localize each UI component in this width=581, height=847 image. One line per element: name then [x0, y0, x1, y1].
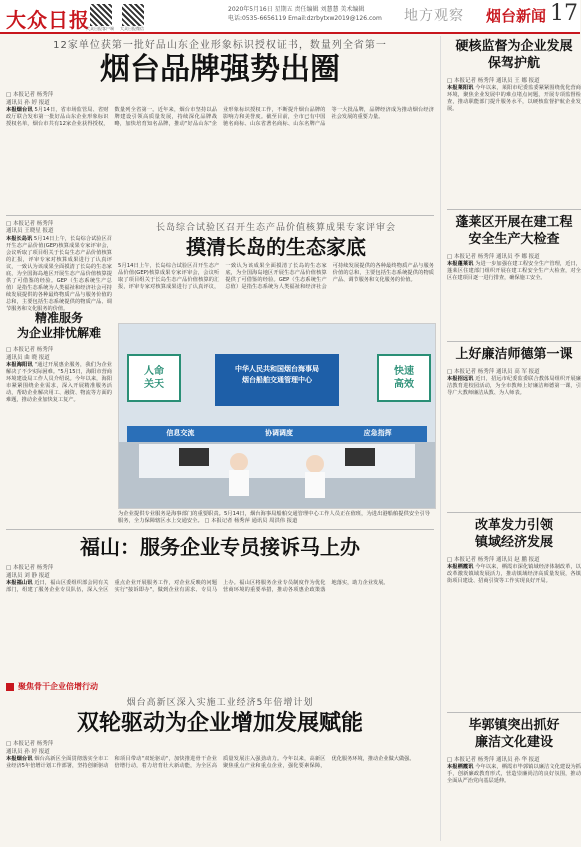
banner-strip: [131, 428, 427, 438]
sidebar-headline: 上好廉洁师德第一课: [455, 347, 573, 362]
main-column: [6, 36, 434, 828]
qr-code-icon: [122, 4, 144, 26]
wall-center-sign: 中华人民共和国烟台海事局 烟台船舶交通管理中心: [235, 365, 319, 384]
sidebar-one-headline: 精准服务 为企业排忧解难: [16, 311, 101, 340]
story-three-byline: □ 本报记者 杨秀萍 通讯员 刘 静 报道: [6, 565, 54, 579]
story-two-byline: □ 本报记者 杨秀萍 通讯员 王晓星 报道: [6, 221, 54, 234]
sidebar-story: [447, 717, 581, 844]
story-four-byline: □ 本报记者 杨秀萍 通讯员 孙 婷 报道: [6, 741, 54, 755]
lead-headline: 烟台品牌强势出圈: [100, 52, 340, 87]
story-two-body: [118, 263, 434, 319]
story-two-lead-col: [6, 221, 112, 312]
wall-slogan-left: 人命 关天: [127, 354, 181, 402]
lead-byline: □ 本报记者 杨秀萍 通讯员 孙 婷 报道: [6, 92, 54, 106]
sidebar-story-one: [6, 220, 112, 525]
banner-label: 信息交流: [166, 429, 195, 437]
sidebar-headline: 硬核监督为企业发展 保驾护航: [455, 39, 573, 71]
sidebar-body: [447, 261, 581, 337]
lead-kicker: 12家单位获第一批好品山东企业形象标识授权证书，数量列全省第一: [53, 40, 387, 51]
sidebar-text: 今年以来，莱阳市纪委监委紧紧围绕优化营商环境，聚焦企业发展中的难点堵点问题，开展专项监督检查，推动职能部门提升服务水平，以硬核监督护航企业发展。: [447, 85, 581, 112]
page-number: 17: [550, 1, 578, 26]
lead-body-text: 5月14日，省市场监管局、省财政厅联合发布第一批好品山东企业形象标识授权名单，烟台市共有12家企业获得授权，数量列全省第一。近年来，烟台市坚持以品牌建设引领高质量发展，持续深化品牌战略，加快培育知名品牌，推动"好品山东"企业形象标识授权工作，不断提升烟台品牌的影响力和美誉度。截至目前，全市已有中国驰名商标、山东省著名商标、山东名牌产品等一大批品牌，品牌经济成为推动烟台经济社会发展的重要力量。: [6, 107, 434, 127]
right-sidebar: [440, 36, 581, 841]
sidebar-body: [447, 564, 581, 708]
divider: [447, 341, 581, 342]
photo-credit: □ 本报记者 杨秀萍 通讯员 周洪伟 报道: [204, 518, 298, 524]
column-tag-label: 聚焦骨干企业倍增行动: [18, 682, 98, 691]
banner-label: 协调调度: [264, 429, 293, 437]
story-two-kicker: 长岛综合试验区召开生态产品价值核算成果专家评审会: [155, 223, 396, 233]
story-four: [6, 695, 434, 828]
photo-scene: [119, 324, 435, 508]
photo-caption: [118, 511, 434, 525]
sidebar-story: [447, 346, 581, 508]
sidebar-one-byline: □ 本报记者 杨秀萍 通讯员 曲 晓 报道: [6, 347, 54, 361]
story-four-text: 烟台高新区全面贯彻落实全市工业经济5年倍增计划工作部署，坚持创新驱动和项目带动"双轮驱动"，加快推进骨干企业倍增行动，着力培育壮大新动能，为全区高质量发展注入强劲动力。今年以来，高新区聚焦重点产业和重点企业，强化要素保障，优化服务环境，推动企业做大做强。: [6, 756, 415, 769]
sidebar-headline: 毕郭镇突出抓好 廉洁文化建设: [468, 718, 560, 750]
dateline: 本报长岛讯: [6, 236, 33, 242]
sidebar-byline: □ 本报记者 杨秀萍 通讯员 赵 鹏 报道: [447, 557, 540, 563]
sidebar-byline: □ 本报记者 杨秀萍 通讯员 王 娜 报道: [447, 78, 540, 84]
lead-story: [6, 36, 434, 211]
section-name: 地方观察: [404, 8, 464, 24]
story-two-lead-text: 5月14日上午，长岛综合试验区召开生态产品价值(GEP)核算成果专家评审会，会议听取了项目组关于长岛生态产品价值核算的汇报，评审专家对核算成果进行了认真评议，一致认为该成果全面摸清了长岛的生态家底，为全国海岛地区开展生态产品价值核算提供了可借鉴的经验。GEP（生态系统生产总值）是指生态系统为人类福祉和经济社会可持续发展提供的各种最终物质产品与服务价值的总和，主要包括生态系统提供的物质产品、调节服务和文化服务的价值。: [6, 236, 112, 312]
divider: [447, 712, 581, 713]
dateline: 本报莱阳讯: [447, 85, 474, 91]
sidebar-body: [447, 376, 581, 508]
sidebar-text: 今年以来，栖霞市深化镇域经济体制改革，以改革激发镇域发展活力，推动镇域经济高质量发展，各镇街项目建设、招商引资等工作实现良好开局。: [447, 564, 581, 584]
qr-code-icon: [90, 4, 112, 26]
divider: [6, 215, 434, 216]
date-line: 2020年5月16日 星期五 责任编辑 刘慧慧 美术编辑: [228, 6, 365, 13]
column-tag: [6, 681, 434, 692]
story-two: [118, 220, 434, 525]
tag-square-icon: [6, 683, 14, 691]
story-three-headline: 福山：服务企业专员接诉马上办: [80, 535, 360, 559]
sidebar-one-text: "通过开展惠企服务，我们为企业解决了不少实际困难。"5月15日，海阳市营商环境建设局工作人员介绍说。今年以来，海阳市紧紧围绕企业需求，深入开展精准服务活动，帮助企业解决用工、融资、物流等方面的难题，推动企业加快复工复产。: [6, 362, 112, 403]
sidebar-story: [447, 517, 581, 708]
story-two-body-text: 5月14日上午，长岛综合试验区召开生态产品价值(GEP)核算成果专家评审会，会议听取了项目组关于长岛生态产品价值核算的汇报，评审专家对核算成果进行了认真评议，一致认为该成果全面摸清了长岛的生态家底，为全国海岛地区开展生态产品价值核算提供了可借鉴的经验。GEP（生态系统生产总值）是指生态系统为人类福祉和经济社会可持续发展提供的各种最终物质产品与服务价值的总和，主要包括生态系统提供的物质产品、调节服务和文化服务的价值。: [118, 263, 434, 290]
dateline: 本报海阳讯: [6, 362, 33, 368]
story-three-body: [6, 580, 434, 678]
divider: [447, 512, 581, 513]
contact-line: 电话:0535-6656119 Email:dzrbytxw2019@126.com: [228, 15, 382, 22]
story-two-headline: 摸清长岛的生态家底: [186, 235, 366, 259]
sidebar-byline: □ 本报记者 杨秀萍 通讯员 高 军 报道: [447, 369, 540, 375]
masthead: [0, 0, 580, 34]
sidebar-headline: 蓬莱区开展在建工程 安全生产大检查: [455, 215, 573, 247]
story-four-body: [6, 756, 434, 828]
sidebar-headline: 改革发力引领 镇域经济发展: [474, 518, 553, 550]
sidebar-byline: □ 本报记者 杨秀萍 通讯员 孙 华 报道: [447, 757, 540, 763]
lead-body: [6, 107, 434, 211]
newspaper-logo: 大众日报: [6, 8, 90, 32]
dateline: 本报烟台讯: [6, 756, 33, 762]
sidebar-body: [447, 764, 581, 844]
qr-caption: 大众日报客户端: [86, 26, 114, 31]
dateline: 本报烟台讯: [6, 107, 33, 113]
story-three-text: 近日，福山区委组织部会同有关部门，组建了服务企业专员队伍，深入全区重点企业开展服务工作，对企业反映的问题实行"接诉即办"，做到企业有需求、专员马上办。福山区将服务企业专员制度作为优化营商环境的重要举措，推动各项惠企政策落地落实，助力企业发展。: [6, 580, 389, 593]
photo-caption-text: 为企业提供专业服务是海事部门的重要职责。5月14日，烟台海事局船舶交通管理中心工作人员正在值班，为进出港船舶提供安全引导服务，全力保障辖区水上交通安全。: [118, 511, 431, 524]
dateline: 本报栖霞讯: [447, 764, 474, 770]
sidebar-one-body: [6, 362, 112, 484]
news-photo: [118, 323, 436, 509]
story-three: [6, 534, 434, 678]
sidebar-story: [447, 214, 581, 337]
qr-caption: 大众日报微信: [120, 26, 144, 31]
dateline: 本报福山讯: [6, 580, 33, 586]
wall-slogan-right: 快速 高效: [377, 354, 431, 402]
sidebar-text: 为进一步加强在建工程安全生产管理，近日，蓬莱区住建部门组织开展在建工程安全生产大检查，对全区在建项目逐一进行排查，确保施工安全。: [447, 261, 581, 281]
dateline: 本报栖霞讯: [447, 564, 474, 570]
sidebar-body: [447, 85, 581, 205]
section-paper-name: 烟台新闻: [486, 7, 547, 25]
story-four-headline: 双轮驱动为企业增加发展赋能: [76, 710, 363, 736]
row-two: [6, 220, 434, 525]
divider: [6, 529, 434, 530]
banner-label: 应急指挥: [363, 429, 392, 437]
divider: [447, 209, 581, 210]
story-four-kicker: 烟台高新区深入实施工业经济5年倍增计划: [126, 698, 314, 708]
sidebar-text: 近日，招远市纪委监委联合教体局组织开展廉洁教育进校园活动，为全市教师上好廉洁师德第一课，引导广大教师廉洁从教、为人师表。: [447, 376, 581, 396]
dateline: 本报蓬莱讯: [447, 261, 474, 267]
sidebar-story: [447, 38, 581, 205]
sidebar-text: 今年以来，栖霞市毕郭镇以廉洁文化建设为抓手，创新廉政教育形式，营造崇廉尚洁的良好氛围，推动全面从严治党向基层延伸。: [447, 764, 581, 784]
edition-info: [228, 5, 418, 23]
sidebar-byline: □ 本报记者 杨秀萍 通讯员 李 娜 报道: [447, 254, 540, 260]
dateline: 本报招远讯: [447, 376, 474, 382]
